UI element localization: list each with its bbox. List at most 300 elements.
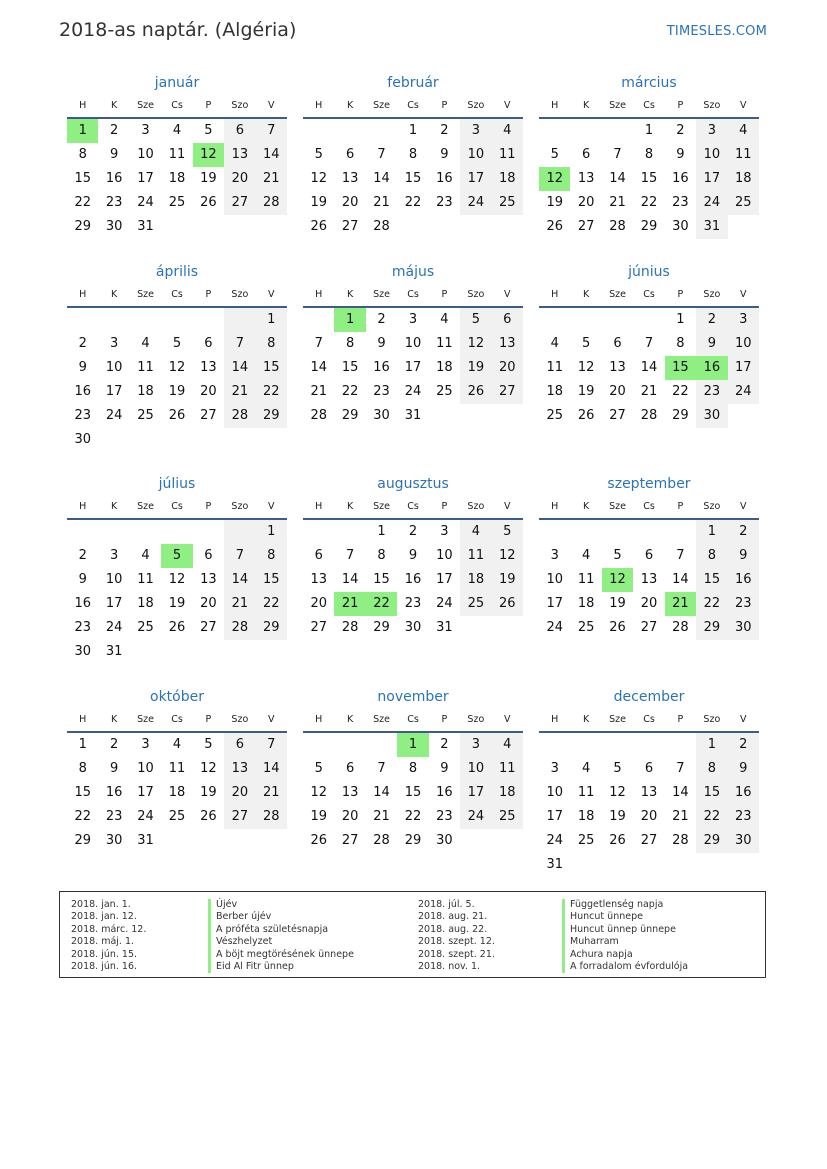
- day-cell: 23: [436, 809, 453, 824]
- day-cell: 13: [492, 332, 523, 356]
- empty-cell: [602, 119, 633, 143]
- day-cell: 10: [137, 147, 154, 162]
- day-cell: 5: [492, 520, 523, 544]
- day-cell: 9: [78, 360, 87, 375]
- day-cell: 26: [168, 408, 186, 423]
- weekday-label: K: [583, 289, 590, 300]
- day-cell: 11: [168, 147, 186, 162]
- day-cell: 15: [341, 360, 359, 375]
- day-cell: 21: [256, 781, 287, 805]
- weekday-label: Szo: [231, 714, 249, 725]
- empty-cell: [665, 733, 696, 757]
- day-cell: 2: [109, 123, 119, 138]
- day-cell: 13: [341, 785, 359, 800]
- day-cell: 29: [696, 829, 727, 853]
- day-cell: 18: [137, 384, 154, 399]
- day-cell: 18: [137, 596, 154, 611]
- weekday-label: K: [347, 714, 354, 725]
- day-cell: 19: [609, 809, 626, 824]
- day-cell: 1: [78, 737, 87, 752]
- legend-holiday-name: Újév: [216, 899, 238, 910]
- day-cell: 17: [137, 171, 154, 186]
- weekday-label: H: [551, 289, 559, 300]
- day-cell: 23: [404, 596, 422, 611]
- legend-names-right: [562, 899, 688, 973]
- legend-date: 2018. júl. 5.: [418, 899, 475, 910]
- day-cell: 19: [310, 195, 327, 210]
- empty-cell: [633, 733, 664, 757]
- day-cell: 31: [546, 857, 563, 872]
- day-cell: 5: [613, 761, 622, 776]
- day-cell: 15: [256, 568, 287, 592]
- day-cell: 30: [373, 408, 390, 423]
- day-cell: 23: [105, 195, 123, 210]
- day-cell: 6: [345, 761, 355, 776]
- day-cell: 24: [546, 620, 563, 635]
- day-cell: 16: [404, 572, 422, 587]
- day-cell: 6: [314, 548, 323, 563]
- day-cell: 3: [141, 123, 150, 138]
- day-cell: 6: [492, 308, 523, 332]
- brand-link[interactable]: TIMESLES.COM: [666, 24, 767, 39]
- weekday-label: V: [268, 100, 275, 111]
- weekday-label: Cs: [407, 289, 419, 300]
- day-cell: 14: [256, 757, 287, 781]
- day-cell: 30: [672, 219, 689, 234]
- day-cell: 18: [546, 384, 563, 399]
- day-cell: 23: [696, 380, 727, 404]
- empty-cell: [193, 829, 224, 853]
- day-cell: 22: [256, 592, 287, 616]
- empty-cell: [193, 640, 224, 664]
- weekday-label: H: [315, 289, 323, 300]
- weekday-label: Cs: [171, 289, 183, 300]
- empty-cell: [728, 404, 759, 428]
- day-cell: 2: [408, 524, 418, 539]
- day-cell: 20: [224, 781, 255, 805]
- day-cell: 14: [224, 356, 255, 380]
- day-cell: 1: [256, 520, 287, 544]
- weekday-label: K: [111, 714, 118, 725]
- day-cell: 8: [345, 336, 355, 351]
- day-cell: 24: [696, 191, 727, 215]
- weekday-label: K: [111, 501, 118, 512]
- day-cell: 12: [492, 544, 523, 568]
- day-cell: 30: [74, 432, 91, 447]
- empty-cell: [193, 215, 224, 239]
- day-cell: 17: [460, 167, 491, 191]
- weekday-header: [303, 284, 523, 308]
- day-cell: 13: [640, 785, 658, 800]
- empty-cell: [696, 853, 727, 877]
- day-cell: 2: [78, 548, 87, 563]
- legend-date: 2018. nov. 1.: [418, 960, 481, 972]
- day-cell: 5: [172, 336, 182, 351]
- weekday-label: P: [677, 501, 684, 512]
- day-cell: 25: [546, 408, 563, 423]
- day-cell: 6: [613, 336, 622, 351]
- legend-dates-right: [418, 899, 495, 973]
- day-cell: 22: [366, 592, 397, 616]
- empty-cell: [429, 215, 460, 239]
- day-cell: 16: [672, 171, 689, 186]
- weekday-label: K: [347, 289, 354, 300]
- weekday-label: Szo: [231, 100, 249, 111]
- weekday-label: P: [205, 289, 212, 300]
- day-cell: 31: [696, 215, 727, 239]
- day-cell: 26: [492, 592, 523, 616]
- day-cell: 5: [314, 147, 323, 162]
- day-cell: 28: [672, 620, 689, 635]
- day-cell: 20: [224, 167, 255, 191]
- day-cell: 25: [137, 620, 154, 635]
- day-cell: 17: [105, 384, 123, 399]
- day-cell: 15: [696, 781, 727, 805]
- holiday-legend: [59, 891, 766, 978]
- weekday-header: [539, 709, 759, 733]
- day-cell: 31: [137, 219, 154, 234]
- day-cell: 26: [310, 833, 327, 848]
- legend-holiday-name: Eid Al Fitr ünnep: [216, 960, 294, 972]
- day-cell: 19: [310, 809, 327, 824]
- day-cell: 7: [345, 548, 355, 563]
- legend-holiday-name: Muharram: [570, 936, 619, 948]
- empty-cell: [256, 829, 287, 853]
- day-cell: 2: [440, 123, 449, 138]
- day-cell: 15: [373, 572, 390, 587]
- day-cell: 21: [665, 592, 696, 616]
- empty-cell: [570, 853, 601, 877]
- weekday-label: Cs: [643, 714, 655, 725]
- day-cell: 15: [74, 171, 91, 186]
- day-cell: 24: [105, 620, 123, 635]
- legend-date: 2018. jan. 12.: [71, 911, 137, 923]
- weekday-header: [303, 709, 523, 733]
- day-cell: 22: [74, 195, 91, 210]
- day-cell: 23: [74, 408, 91, 423]
- day-cell: 13: [224, 757, 255, 781]
- weekday-label: Szo: [703, 100, 721, 111]
- weekday-label: Cs: [407, 714, 419, 725]
- day-cell: 9: [676, 147, 685, 162]
- empty-cell: [602, 853, 633, 877]
- day-cell: 18: [577, 809, 595, 824]
- day-cell: 6: [224, 119, 255, 143]
- day-cell: 12: [310, 171, 327, 186]
- day-cell: 1: [696, 733, 727, 757]
- empty-cell: [492, 829, 523, 853]
- day-cell: 24: [137, 195, 154, 210]
- day-cell: 15: [696, 568, 727, 592]
- weekday-label: P: [677, 289, 684, 300]
- weekday-label: K: [347, 501, 354, 512]
- day-cell: 25: [168, 809, 186, 824]
- empty-cell: [193, 308, 224, 332]
- day-cell: 12: [168, 572, 186, 587]
- weekday-label: Szo: [703, 289, 721, 300]
- weekday-label: V: [504, 289, 511, 300]
- day-cell: 5: [314, 761, 323, 776]
- day-cell: 27: [224, 805, 255, 829]
- day-cell: 20: [310, 596, 327, 611]
- day-cell: 25: [436, 384, 453, 399]
- day-cell: 18: [168, 785, 186, 800]
- empty-cell: [602, 308, 633, 332]
- legend-holiday-name: Huncut ünnep ünnepe: [570, 923, 676, 935]
- legend-dates-left: [71, 899, 146, 973]
- day-cell: 26: [577, 408, 595, 423]
- day-cell: 7: [676, 548, 685, 563]
- day-cell: 23: [74, 620, 91, 635]
- day-cell: 23: [436, 195, 453, 210]
- weekday-label: H: [79, 289, 87, 300]
- empty-cell: [492, 616, 523, 640]
- day-cell: 29: [256, 404, 287, 428]
- weekday-label: H: [551, 501, 559, 512]
- day-cell: 4: [581, 761, 591, 776]
- month-name: június: [628, 264, 670, 280]
- month-calendar: [67, 472, 287, 664]
- empty-cell: [303, 119, 334, 143]
- day-cell: 2: [676, 123, 685, 138]
- weekday-header: [303, 95, 523, 119]
- month-name: szeptember: [607, 476, 691, 492]
- day-cell: 15: [74, 785, 91, 800]
- day-cell: 29: [74, 833, 91, 848]
- empty-cell: [224, 829, 255, 853]
- empty-cell: [98, 520, 129, 544]
- month-calendar: [67, 71, 287, 239]
- day-cell: 7: [676, 761, 685, 776]
- day-cell: 27: [341, 833, 359, 848]
- day-cell: 16: [728, 568, 759, 592]
- day-cell: 4: [728, 119, 759, 143]
- day-cell: 12: [609, 785, 626, 800]
- day-cell: 11: [460, 544, 491, 568]
- day-cell: 3: [696, 119, 727, 143]
- weekday-label: K: [583, 714, 590, 725]
- day-cell: 24: [404, 384, 422, 399]
- day-cell: 20: [341, 809, 359, 824]
- weekday-header: [539, 95, 759, 119]
- day-cell: 14: [640, 360, 658, 375]
- legend-date: 2018. márc. 12.: [71, 923, 147, 935]
- day-cell: 27: [341, 219, 359, 234]
- day-grid: [539, 733, 759, 877]
- weekday-label: V: [504, 100, 511, 111]
- day-cell: 5: [161, 544, 192, 568]
- weekday-label: Sze: [609, 289, 626, 300]
- day-cell: 8: [408, 147, 418, 162]
- empty-cell: [334, 733, 365, 757]
- day-cell: 5: [613, 548, 622, 563]
- day-cell: 26: [609, 833, 626, 848]
- day-cell: 21: [224, 592, 255, 616]
- day-cell: 16: [696, 356, 727, 380]
- weekday-label: Szo: [231, 289, 249, 300]
- day-cell: 25: [168, 195, 186, 210]
- day-cell: 18: [492, 167, 523, 191]
- day-cell: 11: [137, 572, 154, 587]
- day-cell: 19: [168, 384, 186, 399]
- day-cell: 6: [644, 548, 654, 563]
- day-cell: 19: [460, 356, 491, 380]
- day-cell: 30: [74, 644, 91, 659]
- empty-cell: [224, 520, 255, 544]
- day-cell: 14: [341, 572, 359, 587]
- day-cell: 28: [256, 191, 287, 215]
- legend-date: 2018. jan. 1.: [71, 899, 131, 910]
- weekday-label: Sze: [373, 289, 390, 300]
- day-cell: 24: [460, 191, 491, 215]
- month-name: december: [613, 689, 685, 705]
- legend-date: 2018. szept. 21.: [418, 948, 495, 960]
- day-cell: 28: [672, 833, 689, 848]
- day-cell: 7: [224, 544, 255, 568]
- day-cell: 3: [550, 548, 559, 563]
- day-cell: 3: [460, 119, 491, 143]
- empty-cell: [303, 308, 334, 332]
- empty-cell: [98, 428, 129, 452]
- empty-cell: [570, 119, 601, 143]
- day-cell: 21: [373, 809, 390, 824]
- day-grid: [67, 308, 287, 452]
- day-cell: 3: [408, 312, 418, 327]
- day-cell: 10: [696, 143, 727, 167]
- day-cell: 29: [696, 616, 727, 640]
- weekday-label: K: [347, 100, 354, 111]
- day-cell: 5: [460, 308, 491, 332]
- day-cell: 17: [460, 781, 491, 805]
- weekday-label: Cs: [407, 100, 419, 111]
- day-cell: 6: [345, 147, 355, 162]
- day-cell: 22: [696, 805, 727, 829]
- empty-cell: [665, 520, 696, 544]
- day-cell: 20: [200, 384, 217, 399]
- month-name: február: [387, 75, 439, 91]
- weekday-label: H: [79, 714, 87, 725]
- empty-cell: [570, 308, 601, 332]
- day-cell: 8: [78, 761, 87, 776]
- day-cell: 13: [200, 360, 217, 375]
- day-cell: 14: [310, 360, 327, 375]
- day-cell: 4: [492, 119, 523, 143]
- day-cell: 19: [200, 171, 217, 186]
- day-cell: 22: [341, 384, 359, 399]
- month-calendar: [303, 472, 523, 640]
- day-cell: 31: [404, 408, 422, 423]
- day-cell: 27: [224, 191, 255, 215]
- weekday-label: V: [504, 714, 511, 725]
- empty-cell: [570, 520, 601, 544]
- day-cell: 26: [546, 219, 563, 234]
- day-grid: [303, 119, 523, 239]
- day-cell: 8: [696, 757, 727, 781]
- day-cell: 12: [310, 785, 327, 800]
- day-cell: 11: [577, 572, 595, 587]
- day-cell: 27: [609, 408, 626, 423]
- day-cell: 5: [581, 336, 591, 351]
- day-cell: 29: [256, 616, 287, 640]
- day-grid: [539, 308, 759, 428]
- day-cell: 13: [310, 572, 327, 587]
- day-cell: 18: [168, 171, 186, 186]
- day-cell: 16: [74, 384, 91, 399]
- month-calendar: [303, 71, 523, 239]
- weekday-label: Sze: [609, 714, 626, 725]
- day-cell: 26: [200, 195, 217, 210]
- day-cell: 23: [105, 809, 123, 824]
- day-cell: 12: [193, 143, 224, 167]
- month-name: április: [155, 264, 199, 280]
- day-cell: 21: [373, 195, 390, 210]
- legend-holiday-name: A forradalom évfordulója: [570, 960, 689, 972]
- day-cell: 11: [492, 757, 523, 781]
- day-cell: 10: [137, 761, 154, 776]
- day-cell: 28: [341, 620, 359, 635]
- day-cell: 13: [640, 572, 658, 587]
- empty-cell: [193, 520, 224, 544]
- legend-holiday-name: Vészhelyzet: [216, 936, 273, 948]
- day-cell: 11: [168, 761, 186, 776]
- day-cell: 29: [341, 408, 359, 423]
- day-cell: 1: [334, 308, 365, 332]
- day-grid: [303, 733, 523, 853]
- day-cell: 25: [492, 191, 523, 215]
- weekday-label: V: [504, 501, 511, 512]
- weekday-label: Sze: [373, 501, 390, 512]
- weekday-label: P: [205, 100, 212, 111]
- day-cell: 13: [609, 360, 626, 375]
- day-cell: 19: [577, 384, 595, 399]
- day-cell: 8: [676, 336, 685, 351]
- legend-date: 2018. aug. 21.: [418, 911, 488, 923]
- day-cell: 14: [672, 572, 689, 587]
- legend-holiday-name: Berber újév: [216, 911, 272, 923]
- day-cell: 9: [440, 761, 449, 776]
- month-calendar: [67, 685, 287, 853]
- empty-cell: [224, 308, 255, 332]
- day-cell: 10: [105, 572, 123, 587]
- day-cell: 10: [460, 143, 491, 167]
- page-title: 2018-as naptár. (Algéria): [59, 19, 297, 41]
- day-cell: 21: [640, 384, 658, 399]
- empty-cell: [161, 640, 192, 664]
- day-cell: 17: [728, 356, 759, 380]
- day-cell: 30: [436, 833, 453, 848]
- day-cell: 17: [137, 785, 154, 800]
- weekday-label: K: [111, 100, 118, 111]
- day-cell: 24: [436, 596, 453, 611]
- day-cell: 25: [728, 191, 759, 215]
- day-cell: 1: [377, 524, 386, 539]
- empty-cell: [161, 829, 192, 853]
- weekday-label: V: [740, 100, 747, 111]
- day-cell: 16: [74, 596, 91, 611]
- empty-cell: [539, 520, 570, 544]
- weekday-label: Cs: [643, 501, 655, 512]
- day-cell: 29: [640, 219, 658, 234]
- day-cell: 2: [728, 733, 759, 757]
- day-cell: 2: [377, 312, 386, 327]
- empty-cell: [366, 733, 397, 757]
- empty-cell: [602, 520, 633, 544]
- weekday-label: P: [677, 100, 684, 111]
- day-cell: 25: [577, 833, 595, 848]
- day-cell: 3: [440, 524, 449, 539]
- day-cell: 17: [404, 360, 422, 375]
- day-cell: 1: [256, 308, 287, 332]
